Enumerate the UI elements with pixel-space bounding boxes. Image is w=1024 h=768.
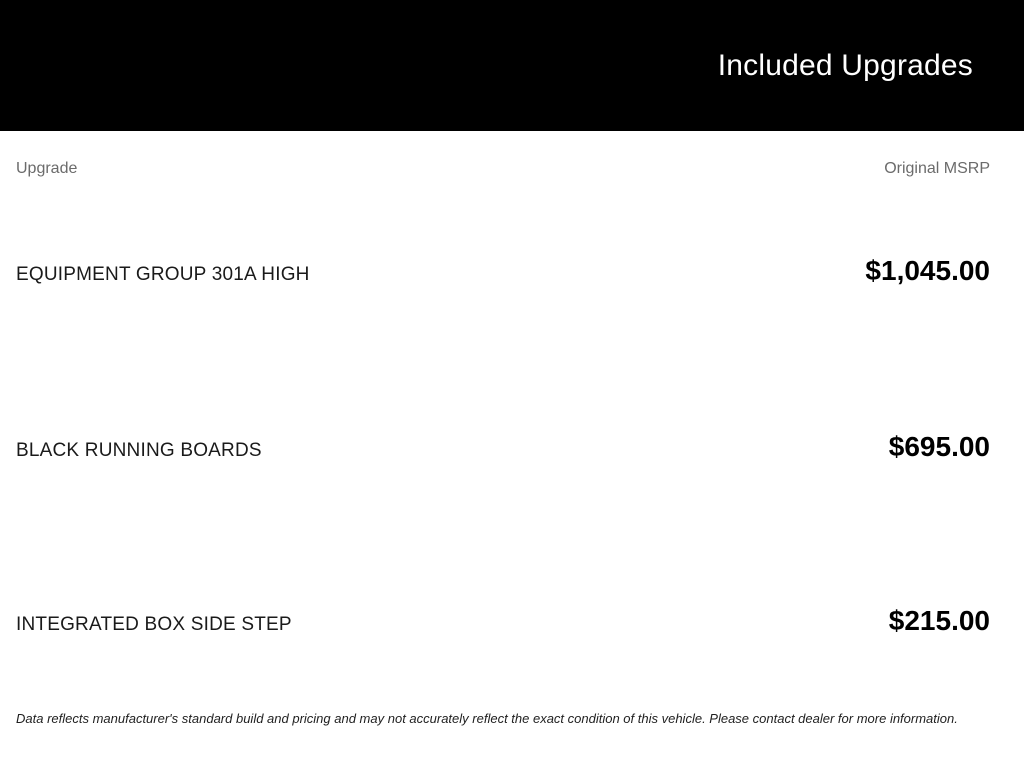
table-column-headers [16, 160, 990, 178]
upgrade-msrp: $695.00 [888, 431, 990, 462]
table-row [16, 431, 990, 463]
upgrade-name: INTEGRATED BOX SIDE STEP [16, 614, 292, 635]
table-row [16, 255, 990, 287]
column-header-original-msrp: Original MSRP [884, 160, 990, 177]
upgrade-name: EQUIPMENT GROUP 301A HIGH [16, 264, 310, 285]
panel-header [0, 0, 1024, 131]
disclaimer-text: Data reflects manufacturer's standard build and pricing and may not accurately reflect the exact condition of this vehicle. Please contact dealer for more information. [16, 711, 958, 726]
page-title: Included Upgrades [717, 48, 973, 82]
upgrade-name: BLACK RUNNING BOARDS [16, 440, 262, 461]
table-row [16, 605, 990, 637]
upgrade-msrp: $215.00 [888, 605, 990, 636]
column-header-upgrade: Upgrade [16, 160, 78, 177]
upgrade-msrp: $1,045.00 [865, 255, 990, 286]
